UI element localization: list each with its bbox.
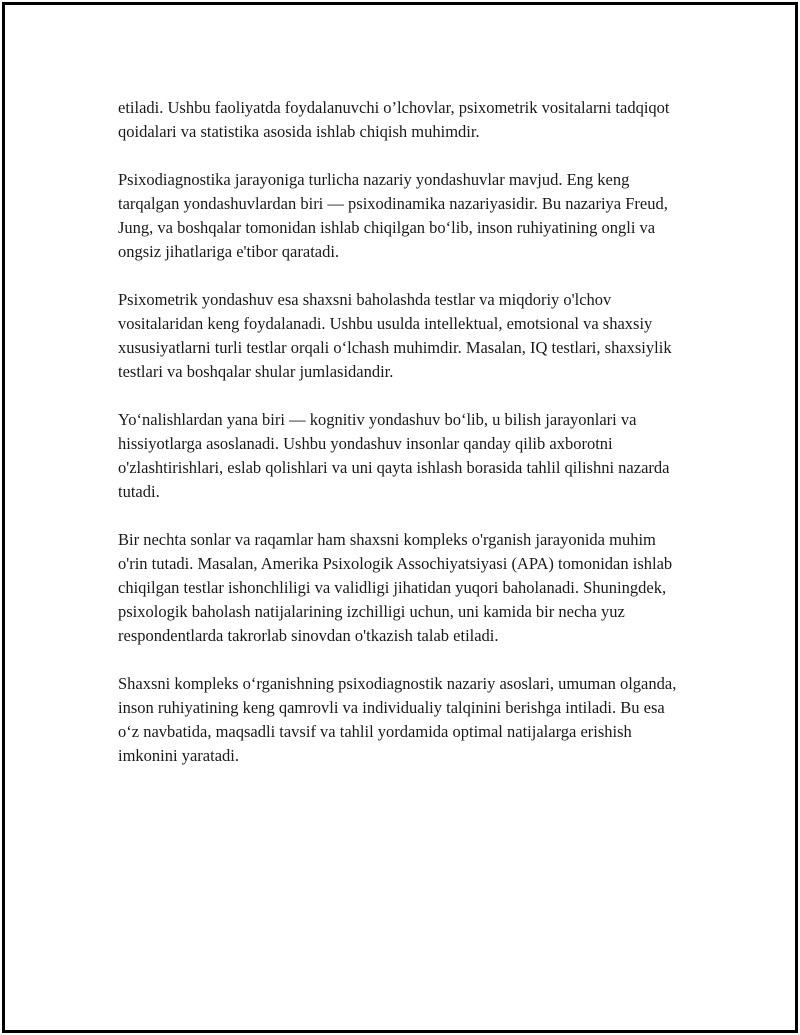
document-body bbox=[118, 96, 688, 792]
paragraph-5: Bir nechta sonlar va raqamlar ham shaxsni kompleks o'rganish jarayonida muhim o'rin tutadi. Masalan, Amerika Psixologik Assochiyatsiyasi (APA) tomonidan ishlab chiqilgan testlar ishonchliligi va validligi jihatidan yuqori baholanadi. Shuningdek, psixologik baholash natijalarining izchilligi uchun, uni kamida bir necha yuz respondentlarda takrorlab sinovdan o'tkazish talab etiladi. bbox=[118, 530, 673, 645]
paragraph-1: etiladi. Ushbu faoliyatda foydalanuvchi o’lchovlar, psixometrik vositalarni tadqiqot qoidalari va statistika asosida ishlab chiqish muhimdir. bbox=[118, 98, 670, 141]
paragraph-4: Yo‘nalishlardan yana biri — kognitiv yondashuv bo‘lib, u bilish jarayonlari va hissiyotlarga asoslanadi. Ushbu yondashuv insonlar qanday qilib axborotni o'zlashtirishlari, eslab qolishlari va uni qayta ishlash borasida tahlil qilishni nazarda tutadi. bbox=[118, 410, 670, 501]
paragraph-6: Shaxsni kompleks o‘rganishning psixodiagnostik nazariy asoslari, umuman olganda, inson ruhiyatining keng qamrovli va individualiy talqinini berishga intiladi. Bu esa o‘z navbatida, maqsadli tavsif va tahlil yordamida optimal natijalarga erishish imkonini yaratadi. bbox=[118, 674, 677, 765]
paragraph-2: Psixodiagnostika jarayoniga turlicha nazariy yondashuvlar mavjud. Eng keng tarqalgan yondashuvlardan biri — psixodinamika nazariyasidir. Bu nazariya Freud, Jung, va boshqalar tomonidan ishlab chiqilgan bo‘lib, inson ruhiyatining ongli va ongsiz jihatlariga e'tibor qaratadi. bbox=[118, 170, 668, 261]
paragraph-3: Psixometrik yondashuv esa shaxsni baholashda testlar va miqdoriy o'lchov vositalaridan keng foydalanadi. Ushbu usulda intellektual, emotsional va shaxsiy xususiyatlarni turli testlar orqali o‘lchash muhimdir. Masalan, IQ testlari, shaxsiylik testlari va boshqalar shular jumlasidandir. bbox=[118, 290, 672, 381]
